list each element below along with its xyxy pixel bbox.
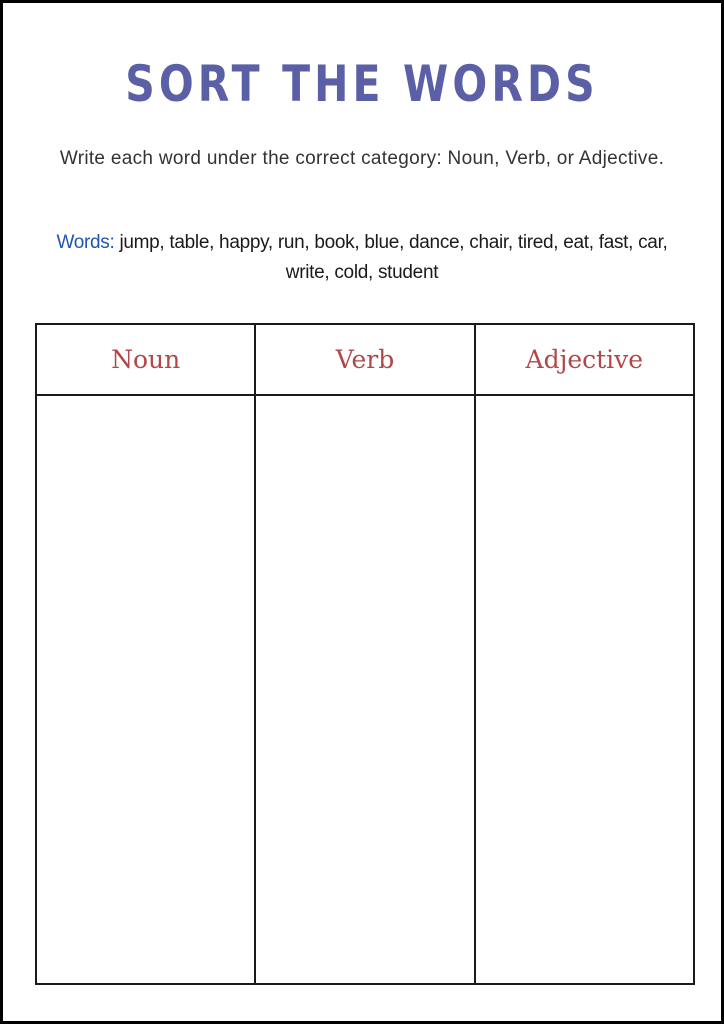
instructions-text: Write each word under the correct category: Noun, Verb, or Adjective. (59, 148, 665, 169)
adjective-answer-column[interactable] (475, 395, 694, 984)
table-answer-row (36, 395, 694, 984)
word-bank-label: Words: (56, 232, 115, 253)
word-bank (43, 228, 681, 288)
word-bank-words: jump, table, happy, run, book, blue, dance, chair, tired, eat, fast, car, write, cold, student (119, 232, 668, 283)
sorting-table (35, 323, 695, 985)
worksheet-title: SORT THE WORDS (125, 55, 599, 113)
noun-answer-column[interactable] (36, 395, 255, 984)
verb-answer-column[interactable] (255, 395, 474, 984)
header-verb: Verb (255, 324, 474, 395)
header-adjective: Adjective (475, 324, 694, 395)
table-header-row (36, 324, 694, 395)
header-noun: Noun (36, 324, 255, 395)
